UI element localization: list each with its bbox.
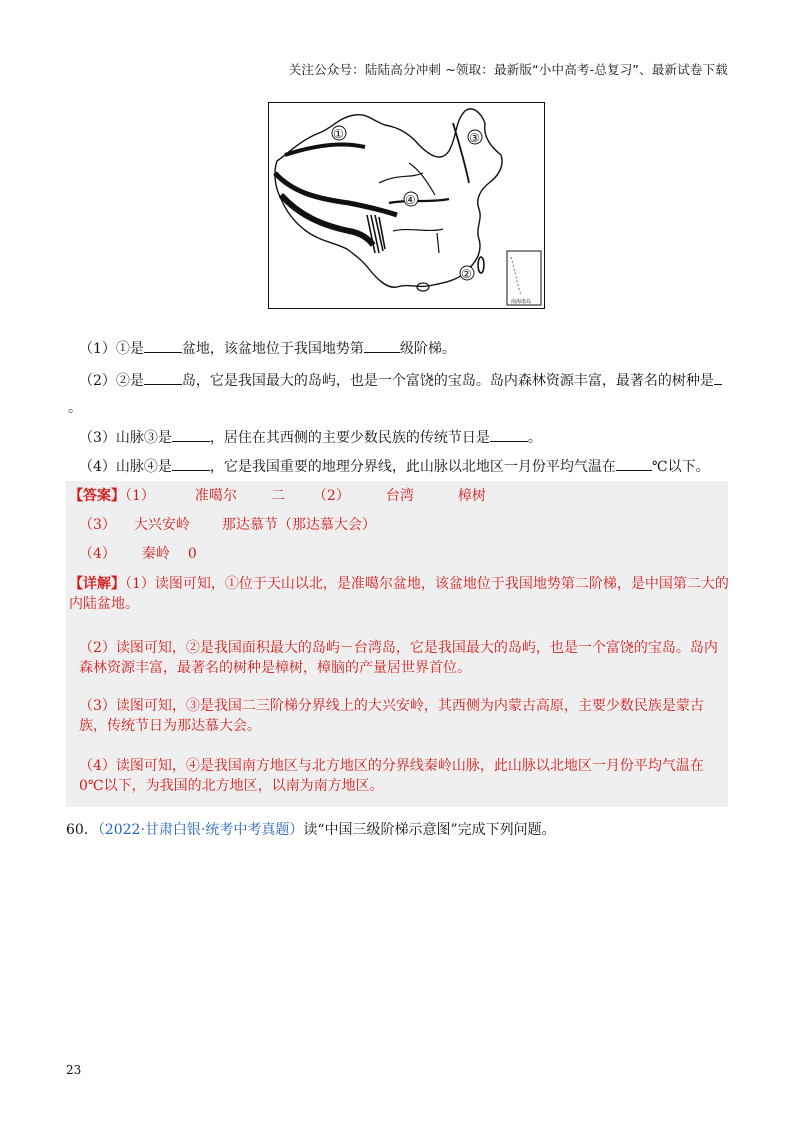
hengduan-range: [367, 215, 385, 253]
svg-text:④: ④: [405, 193, 416, 207]
china-mountain-map: [268, 102, 545, 309]
question-2: （2）②是 岛，它是我国最大的岛屿，也是一个富饶的宝岛。岛内森林资源丰富，最著名的树种是: [79, 370, 722, 391]
qinling-range: [389, 199, 449, 203]
daxinganling-range: [453, 123, 469, 183]
answer-blank[interactable]: [364, 338, 400, 353]
interior-lines: [379, 163, 443, 253]
answer-blank[interactable]: [490, 427, 528, 442]
answer-blank[interactable]: [714, 370, 722, 385]
question-1: （1）①是 盆地，该盆地位于我国地势第 级阶梯。: [79, 338, 456, 359]
question-3: （3）山脉③是 ，居住在其西侧的主要少数民族的传统节日是 。: [79, 427, 542, 448]
answer-blank[interactable]: [144, 338, 182, 353]
label-3: [468, 130, 482, 145]
detail-paragraph-3: （3）读图可知，③是我国二三阶梯分界线上的大兴安岭，其西侧为内蒙古高原，主要少数民族是蒙古族，传统节日为那达慕大会。: [79, 698, 704, 734]
page-header: 关注公众号：陆陆高分冲刺 ~领取：最新版“小中高考-总复习”、最新试卷下载: [288, 62, 728, 77]
inset-caption: 南海诸岛: [511, 299, 532, 305]
label-2: [460, 266, 474, 281]
answer-blank[interactable]: [172, 427, 210, 442]
label-4: [404, 192, 418, 207]
answer-blank[interactable]: [172, 456, 210, 471]
answer-blank[interactable]: [616, 456, 652, 471]
question-source: （2022·甘肃白银·统考中考真题）: [97, 822, 304, 838]
detail-paragraph-2: （2）读图可知，②是我国面积最大的岛屿－台湾岛，它是我国最大的岛屿，也是一个富饶的宝岛。岛内森林资源丰富，最著名的树种是樟树，樟脑的产量居世界首位。: [79, 640, 718, 676]
map-drawing: [269, 103, 543, 307]
page-number: 23: [66, 1063, 82, 1077]
label-1: [332, 126, 346, 141]
detail-paragraph-1: 【详解】（1）读图可知，①位于天山以北，是准噶尔盆地，该盆地位于我国地势第二阶梯，是中国第二大的内陆盆地。: [69, 576, 729, 612]
svg-text:②: ②: [461, 267, 472, 281]
question-60: 60．（2022·甘肃白银·统考中考真题）读“中国三级阶梯示意图”完成下列问题。: [66, 822, 556, 838]
svg-text:①: ①: [333, 127, 344, 141]
south-china-sea-inset: [507, 251, 541, 305]
svg-text:③: ③: [469, 131, 480, 145]
question-2-end: 。: [68, 400, 82, 416]
answer-row-2: （3） 大兴安岭 那达慕节（那达慕大会）: [79, 517, 376, 533]
detail-paragraph-4: （4）读图可知，④是我国南方地区与北方地区的分界线秦岭山脉，此山脉以北地区一月份平均气温在0℃以下，为我国的北方地区，以南为南方地区。: [79, 758, 704, 794]
taiwan-island: [478, 257, 484, 273]
answer-row-3: （4） 秦岭 0: [79, 546, 197, 562]
answer-blank[interactable]: [144, 370, 182, 385]
answer-row-1: 【答案】（1） 准噶尔 二 （2） 台湾 樟树: [69, 488, 486, 504]
question-4: （4）山脉④是 ，它是我国重要的地理分界线，此山脉以北地区一月份平均气温在 ℃以下。: [79, 456, 710, 477]
